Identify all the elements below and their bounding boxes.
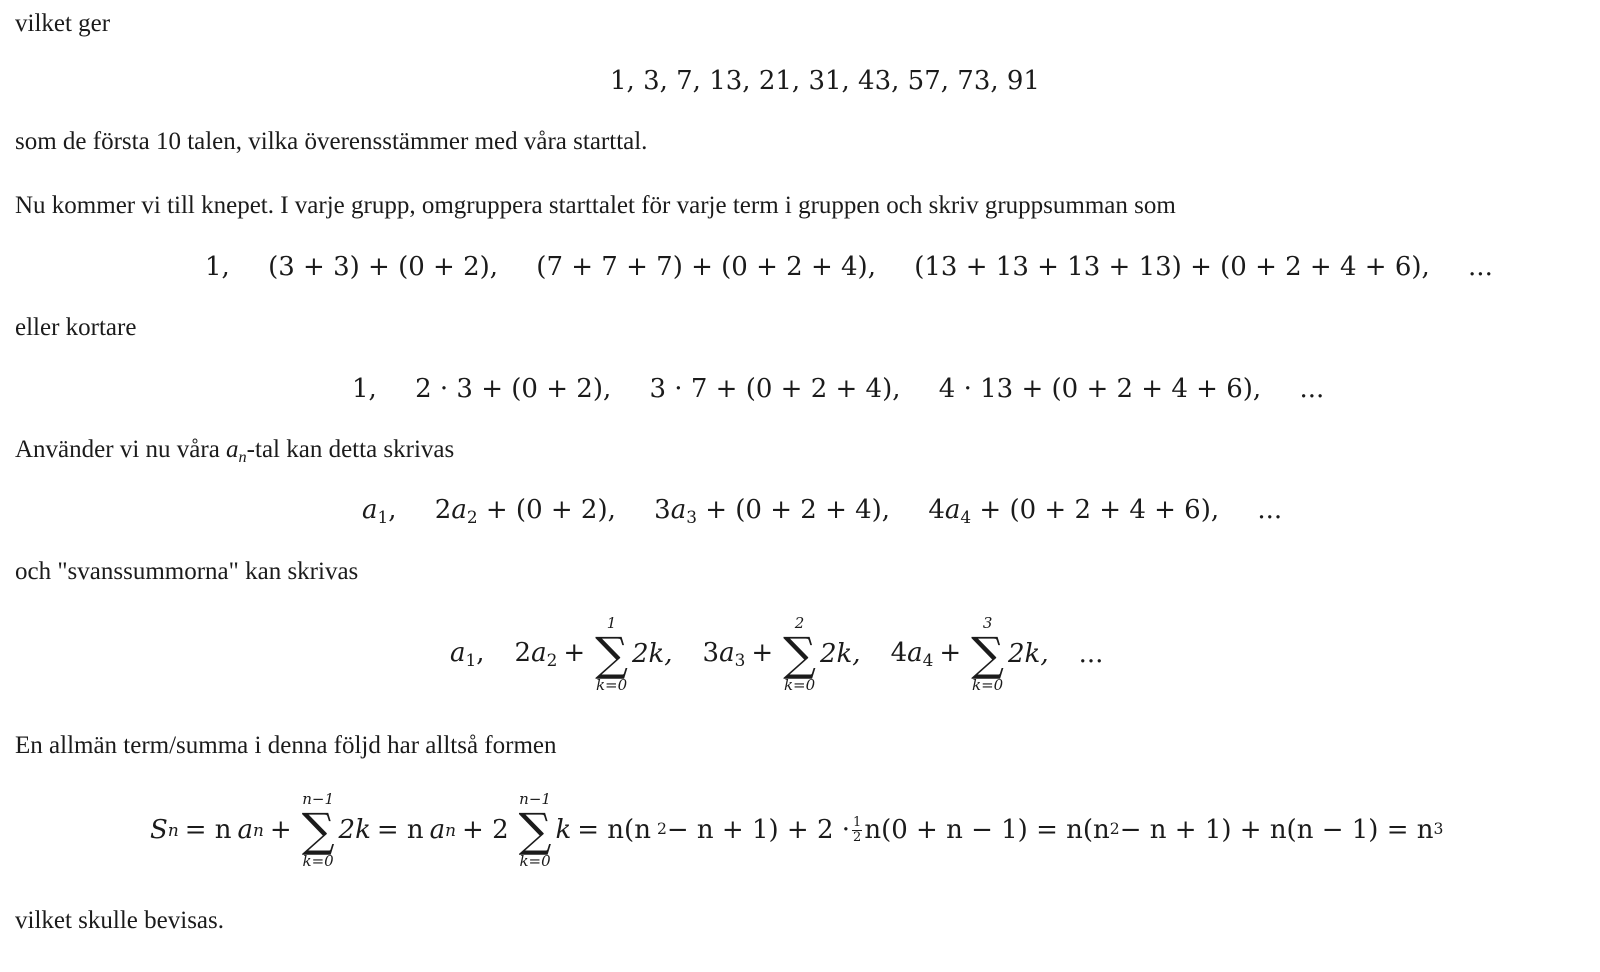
shorter-term-4: 4 · 13 + (0 + 2 + 4 + 6), — [938, 374, 1262, 404]
paragraph-an-tal: Använder vi nu våra $a_n$-tal kan detta skrivas — [15, 436, 455, 466]
paragraph-general-term: En allmän term/summa i denna följd har alltså formen — [15, 732, 557, 759]
tail-dots: ... — [1078, 639, 1104, 669]
paragraph-first-ten: som de första 10 talen, vilka överensstämmer med våra starttal. — [15, 128, 648, 155]
paragraph-shorter: eller kortare — [15, 314, 137, 341]
paragraph-intro: vilket ger — [15, 10, 111, 37]
general-sum-1: n−1 ∑ k=0 — [301, 790, 335, 870]
shorter-dots: ... — [1299, 374, 1325, 404]
sum-symbol-3: 3 ∑ k=0 — [971, 614, 1005, 694]
regroup-term-1: 1, — [205, 252, 230, 282]
general-sum-2: n−1 ∑ k=0 — [518, 790, 552, 870]
sum-symbol-1: 1 ∑ k=0 — [595, 614, 628, 694]
tail-term-4: $4a_4$ + — [890, 637, 962, 670]
fraction-half: $\frac{1}{2}$ — [853, 814, 862, 845]
an-term-1: $a_1$, — [362, 495, 397, 528]
tail-term-1: $a_1$, — [450, 637, 485, 670]
regroup-term-2: (3 + 3) + (0 + 2), — [268, 252, 499, 282]
shorter-term-3: 3 · 7 + (0 + 2 + 4), — [649, 374, 901, 404]
regroup-term-4: (13 + 13 + 13 + 13) + (0 + 2 + 4 + 6), — [914, 252, 1430, 282]
an-dots: ... — [1257, 495, 1283, 525]
regroup-dots: ... — [1468, 252, 1493, 282]
regroup-term-3: (7 + 7 + 7) + (0 + 2 + 4), — [536, 252, 876, 282]
paragraph-trick: Nu kommer vi till knepet. I varje grupp, omgruppera starttalet för varje term i gruppen och skriv gruppsumman som — [15, 192, 1176, 219]
shorter-term-1: 1, — [352, 374, 377, 404]
an-term-3: $3a_3 + (0 + 2 + 4)$, — [654, 495, 891, 528]
equation-sequence: 1, 3, 7, 13, 21, 31, 43, 57, 73, 91 — [610, 66, 1040, 96]
an-term-2: $2a_2 + (0 + 2)$, — [434, 495, 616, 528]
an-term-4: $4a_4 + (0 + 2 + 4 + 6)$, — [928, 495, 1220, 528]
sum-symbol-2: 2 ∑ k=0 — [783, 614, 816, 694]
equation-general: S n = n a n + n−1 ∑ k=0 2k = n a n + 2 n−1 ∑ k=0 k = n(n 2 − n + 1) + 2 · $\frac{1}{2}$ n(0 + n − 1) = n(n 2 − n + 1) + n(n − 1) = n 3 — [150, 790, 1444, 870]
tail-term-3: $3a_3$ + — [702, 637, 774, 670]
equation-regroup — [205, 254, 1493, 280]
paragraph-tail-sums: och "svanssummorna" kan skrivas — [15, 558, 359, 585]
equation-an-terms — [362, 497, 1282, 526]
equation-shorter — [352, 376, 1324, 402]
equation-tail-sums: $a_1$, $2a_2$ + 1 ∑ k=0 2k, $3a_3$ + 2 ∑ k=0 2k, $4a_4$ + 3 ∑ k=0 2k, ... — [450, 614, 1104, 694]
tail-term-2: $2a_2$ + — [514, 637, 586, 670]
shorter-term-2: 2 · 3 + (0 + 2), — [415, 374, 612, 404]
paragraph-conclusion: vilket skulle bevisas. — [15, 907, 224, 934]
